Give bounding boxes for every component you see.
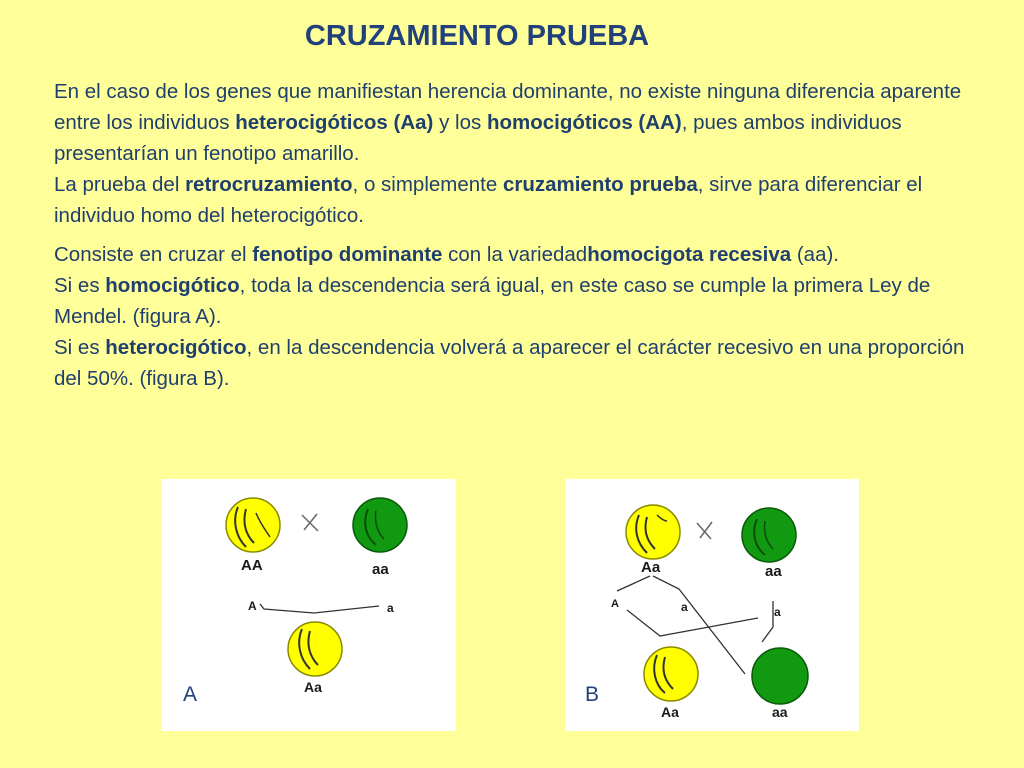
figure-letter: B [585,683,600,706]
gamete-label: a [774,605,781,619]
text-span: Si es [54,336,106,359]
green-pea-icon [353,498,407,552]
text-span: , pues ambos individuos presentarían un fenotipo amarillo. [54,111,902,165]
paragraph-3 [54,239,989,270]
parent-genotype-label: aa [372,561,389,578]
paragraph-1 [54,76,989,169]
text-span: con la variedad [442,243,588,266]
text-span: , en la descendencia volverá a aparecer el carácter recesivo en una proporción del 50%. (figura B). [54,336,965,390]
cross-icon [302,514,318,531]
green-pea-icon [742,508,796,562]
yellow-pea-icon [226,498,280,552]
offspring-genotype-label: Aa [661,704,679,720]
figure-letter: A [183,683,198,706]
figure-b [565,479,859,731]
paragraph-4 [54,270,989,332]
green-pea-icon [752,648,808,704]
bold-term: retrocruzamiento [185,173,353,196]
gamete-lines [260,604,379,613]
bold-term: heterocigóticos (Aa) [235,111,434,134]
figure-b-diagram [565,479,859,731]
yellow-pea-icon [626,505,680,559]
gamete-label: a [681,600,688,614]
bold-term: cruzamiento prueba [502,173,698,196]
body-text [54,76,989,394]
text-span: Consiste en cruzar el [54,243,253,266]
text-span: y los [433,111,487,134]
text-span: , toda la descendencia será igual, en este caso se cumple la primera Ley de Mendel. (figura A). [54,274,931,328]
yellow-pea-icon [288,622,342,676]
yellow-pea-icon [644,647,698,701]
bold-term: homocigota recesiva [587,243,792,266]
bold-term: homocigóticos (AA) [486,111,682,134]
gamete-lines [617,576,773,674]
gamete-label: a [387,601,394,615]
bold-term: heterocigótico [105,336,247,359]
text-span: La prueba del [54,173,186,196]
bold-term: homocigótico [105,274,240,297]
page-title: CRUZAMIENTO PRUEBA [304,20,650,52]
paragraph-5 [54,332,989,394]
text-span: Si es [54,274,106,297]
text-span: (aa). [791,243,839,266]
gamete-label: A [611,598,619,610]
parent-genotype-label: Aa [641,559,661,576]
figure-a [162,479,456,731]
text-span: , sirve para diferenciar el individuo homo del heterocigótico. [54,173,923,227]
cross-icon [697,522,712,539]
paragraph-2 [54,169,989,231]
offspring-genotype-label: Aa [304,679,322,695]
text-span: En el caso de los genes que manifiestan herencia dominante, no existe ninguna diferencia aparente entre los individuos [54,80,962,134]
bold-term: fenotipo dominante [252,243,443,266]
gamete-label: A [248,599,257,613]
parent-genotype-label: AA [241,557,263,574]
text-span: , o simplemente [352,173,503,196]
parent-genotype-label: aa [765,563,782,580]
offspring-genotype-label: aa [772,704,788,720]
